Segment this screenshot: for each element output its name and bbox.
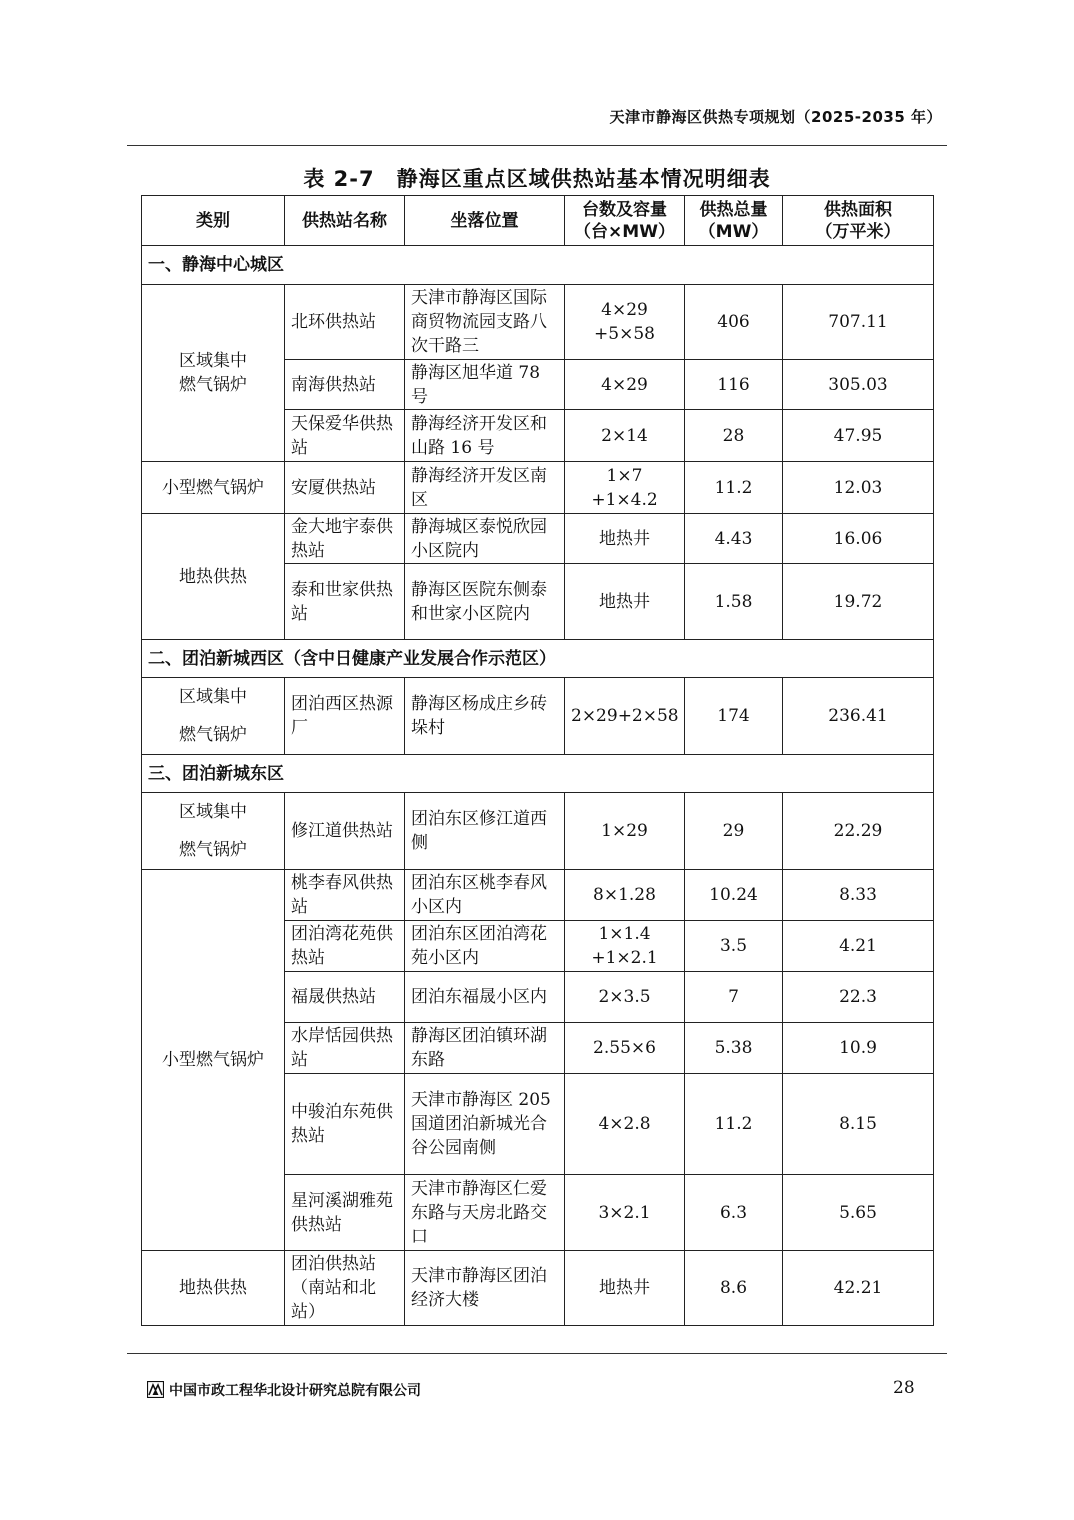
capacity-cell: 地热井: [565, 514, 685, 564]
area-cell: 305.03: [783, 360, 934, 410]
station-name-cell: 金大地宇泰供热站: [285, 514, 405, 564]
total-cell: 1.58: [685, 564, 783, 640]
capacity-cell: 地热井: [565, 1251, 685, 1326]
column-header: 供热站名称: [285, 196, 405, 246]
category-cell: 小型燃气锅炉: [142, 870, 285, 1251]
section-title: 一、静海中心城区: [142, 246, 934, 285]
area-cell: 19.72: [783, 564, 934, 640]
table-row: [142, 678, 934, 755]
location-cell: 静海区医院东侧泰和世家小区院内: [405, 564, 565, 640]
company-logo-icon: [147, 1381, 164, 1398]
total-cell: 174: [685, 678, 783, 755]
table-row: [142, 1251, 934, 1326]
station-name-cell: 天保爱华供热站: [285, 410, 405, 462]
capacity-cell: 2.55×6: [565, 1023, 685, 1074]
capacity-cell: 4×29 +5×58: [565, 285, 685, 360]
column-header: 台数及容量 （台×MW）: [565, 196, 685, 246]
table-row: [142, 870, 934, 921]
area-cell: 8.33: [783, 870, 934, 921]
section-row: [142, 246, 934, 285]
station-name-cell: 中骏泊东苑供热站: [285, 1074, 405, 1175]
category-cell: 区域集中 燃气锅炉: [142, 793, 285, 870]
total-cell: 116: [685, 360, 783, 410]
column-header: 坐落位置: [405, 196, 565, 246]
station-name-cell: 福晟供热站: [285, 972, 405, 1023]
station-name-cell: 安厦供热站: [285, 462, 405, 514]
station-name-cell: 团泊供热站（南站和北站）: [285, 1251, 405, 1326]
area-cell: 47.95: [783, 410, 934, 462]
heating-stations-table: [141, 195, 934, 1326]
table-row: [142, 462, 934, 514]
location-cell: 团泊东福晟小区内: [405, 972, 565, 1023]
table-title: 表 2-7 静海区重点区域供热站基本情况明细表: [303, 167, 771, 191]
area-cell: 12.03: [783, 462, 934, 514]
category-cell: 区域集中 燃气锅炉: [142, 678, 285, 755]
area-cell: 10.9: [783, 1023, 934, 1074]
category-cell: 地热供热: [142, 1251, 285, 1326]
area-cell: 5.65: [783, 1175, 934, 1251]
table-row: [142, 285, 934, 360]
category-cell: 区域集中 燃气锅炉: [142, 285, 285, 462]
station-name-cell: 桃李春风供热站: [285, 870, 405, 921]
location-cell: 静海经济开发区南区: [405, 462, 565, 514]
header-rule: [127, 145, 947, 146]
area-cell: 42.21: [783, 1251, 934, 1326]
area-cell: 707.11: [783, 285, 934, 360]
location-cell: 天津市静海区团泊经济大楼: [405, 1251, 565, 1326]
area-cell: 22.3: [783, 972, 934, 1023]
station-name-cell: 星河溪湖雅苑供热站: [285, 1175, 405, 1251]
station-name-cell: 修江道供热站: [285, 793, 405, 870]
location-cell: 团泊东区团泊湾花苑小区内: [405, 921, 565, 972]
capacity-cell: 1×29: [565, 793, 685, 870]
total-cell: 7: [685, 972, 783, 1023]
column-header: 供热面积 （万平米）: [783, 196, 934, 246]
station-name-cell: 泰和世家供热站: [285, 564, 405, 640]
section-title: 三、团泊新城东区: [142, 755, 934, 793]
table-row: [142, 514, 934, 564]
capacity-cell: 1×7 +1×4.2: [565, 462, 685, 514]
column-header: 供热总量 （MW）: [685, 196, 783, 246]
station-name-cell: 团泊湾花苑供热站: [285, 921, 405, 972]
footer-rule: [127, 1353, 947, 1354]
location-cell: 团泊东区修江道西侧: [405, 793, 565, 870]
capacity-cell: 2×14: [565, 410, 685, 462]
area-cell: 236.41: [783, 678, 934, 755]
location-cell: 团泊东区桃李春风小区内: [405, 870, 565, 921]
total-cell: 11.2: [685, 1074, 783, 1175]
total-cell: 8.6: [685, 1251, 783, 1326]
category-cell: 小型燃气锅炉: [142, 462, 285, 514]
section-row: [142, 755, 934, 793]
total-cell: 10.24: [685, 870, 783, 921]
capacity-cell: 3×2.1: [565, 1175, 685, 1251]
area-cell: 8.15: [783, 1074, 934, 1175]
station-name-cell: 水岸恬园供热站: [285, 1023, 405, 1074]
capacity-cell: 2×29+2×58: [565, 678, 685, 755]
capacity-cell: 2×3.5: [565, 972, 685, 1023]
total-cell: 4.43: [685, 514, 783, 564]
location-cell: 天津市静海区国际商贸物流园支路八次干路三: [405, 285, 565, 360]
area-cell: 16.06: [783, 514, 934, 564]
capacity-cell: 1×1.4 +1×2.1: [565, 921, 685, 972]
total-cell: 29: [685, 793, 783, 870]
location-cell: 静海区杨成庄乡砖垛村: [405, 678, 565, 755]
station-name-cell: 北环供热站: [285, 285, 405, 360]
station-name-cell: 团泊西区热源厂: [285, 678, 405, 755]
station-name-cell: 南海供热站: [285, 360, 405, 410]
location-cell: 天津市静海区 205 国道团泊新城光合谷公园南侧: [405, 1074, 565, 1175]
table-row: [142, 793, 934, 870]
area-cell: 4.21: [783, 921, 934, 972]
table-header-row: [142, 196, 934, 246]
location-cell: 静海经济开发区和山路 16 号: [405, 410, 565, 462]
capacity-cell: 8×1.28: [565, 870, 685, 921]
capacity-cell: 地热井: [565, 564, 685, 640]
area-cell: 22.29: [783, 793, 934, 870]
category-cell: 地热供热: [142, 514, 285, 640]
section-row: [142, 640, 934, 678]
location-cell: 静海区团泊镇环湖东路: [405, 1023, 565, 1074]
total-cell: 5.38: [685, 1023, 783, 1074]
total-cell: 406: [685, 285, 783, 360]
page-number: 28: [893, 1378, 915, 1398]
footer-company-name: 中国市政工程华北设计研究总院有限公司: [169, 1383, 421, 1399]
capacity-cell: 4×29: [565, 360, 685, 410]
total-cell: 28: [685, 410, 783, 462]
column-header: 类别: [142, 196, 285, 246]
capacity-cell: 4×2.8: [565, 1074, 685, 1175]
total-cell: 6.3: [685, 1175, 783, 1251]
total-cell: 3.5: [685, 921, 783, 972]
location-cell: 静海城区泰悦欣园小区院内: [405, 514, 565, 564]
location-cell: 静海区旭华道 78 号: [405, 360, 565, 410]
location-cell: 天津市静海区仁爱东路与天房北路交口: [405, 1175, 565, 1251]
running-header: 天津市静海区供热专项规划（2025-2035 年）: [609, 108, 942, 126]
section-title: 二、团泊新城西区（含中日健康产业发展合作示范区）: [142, 640, 934, 678]
total-cell: 11.2: [685, 462, 783, 514]
